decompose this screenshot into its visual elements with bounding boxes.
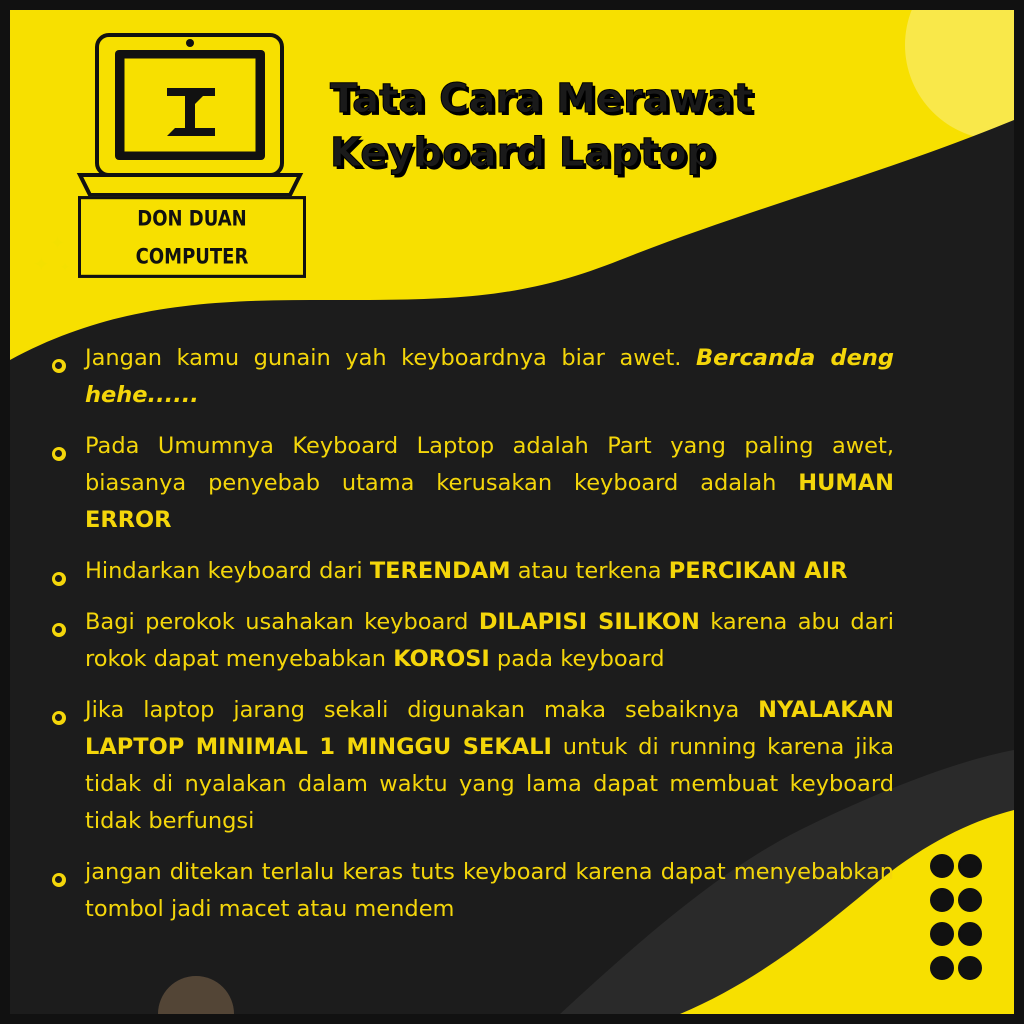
dot [930,956,954,980]
tip-text: untuk di running karena jika tidak di nyalakan dalam waktu yang lama dapat membuat keyboard tidak berfungsi [85,734,894,834]
brand-name: DON DUAN COMPUTER [78,196,306,278]
bullet-icon [52,623,66,637]
dot [958,956,982,980]
tip-text: DILAPISI SILIKON [478,609,700,635]
title-line-1: Tata Cara Merawat [330,76,753,122]
tip-text: jangan ditekan terlalu keras tuts keyboard karena dapat menyebabkan tombol jadi macet atau mendem [85,859,894,922]
list-item [52,854,894,928]
dot [930,888,954,912]
dot [930,854,954,878]
dot [958,888,982,912]
sparkle-icon: ✦ [60,260,71,274]
tip-text: HUMAN ERROR [85,470,894,533]
list-item [52,428,894,539]
tip-text: KOROSI [393,646,490,672]
list-item [52,553,894,590]
dot [930,922,954,946]
tips-list [52,340,894,942]
bullet-icon [52,711,66,725]
title-line-2: Keyboard Laptop [330,130,716,176]
tip-text: karena abu dari rokok dapat menyebabkan [85,609,894,672]
tip-text: NYALAKAN LAPTOP MINIMAL 1 MINGGU SEKALI [85,697,894,760]
list-item [52,340,894,414]
page-title [330,72,930,180]
tip-text: Bercanda deng hehe...... [85,345,894,408]
tip-text: Jika laptop jarang sekali digunakan maka sebaiknya [85,697,759,723]
tip-text: Bagi perokok usahakan keyboard [85,609,479,635]
tip-text: Hindarkan keyboard dari [85,558,370,584]
bullet-icon [52,359,66,373]
list-item [52,604,894,678]
tip-text: TERENDAM [369,558,511,584]
tip-text: pada keyboard [489,646,665,672]
tip-text: Pada Umumnya Keyboard Laptop adalah Part yang paling awet, biasanya penyebab utama kerusakan keyboard adalah [85,433,894,496]
bullet-icon [52,873,66,887]
dot [958,854,982,878]
dot-grid-icon [926,850,986,980]
tip-text: Jangan kamu gunain yah keyboardnya biar awet. [85,345,696,371]
tip-text: PERCIKAN AIR [668,558,848,584]
sparkle-icon: ✦ [50,233,66,254]
list-item [52,692,894,840]
dot [958,922,982,946]
sparkle-icon: ✦ [33,252,50,276]
bullet-icon [52,447,66,461]
bullet-icon [52,572,66,586]
tip-text: atau terkena [510,558,669,584]
